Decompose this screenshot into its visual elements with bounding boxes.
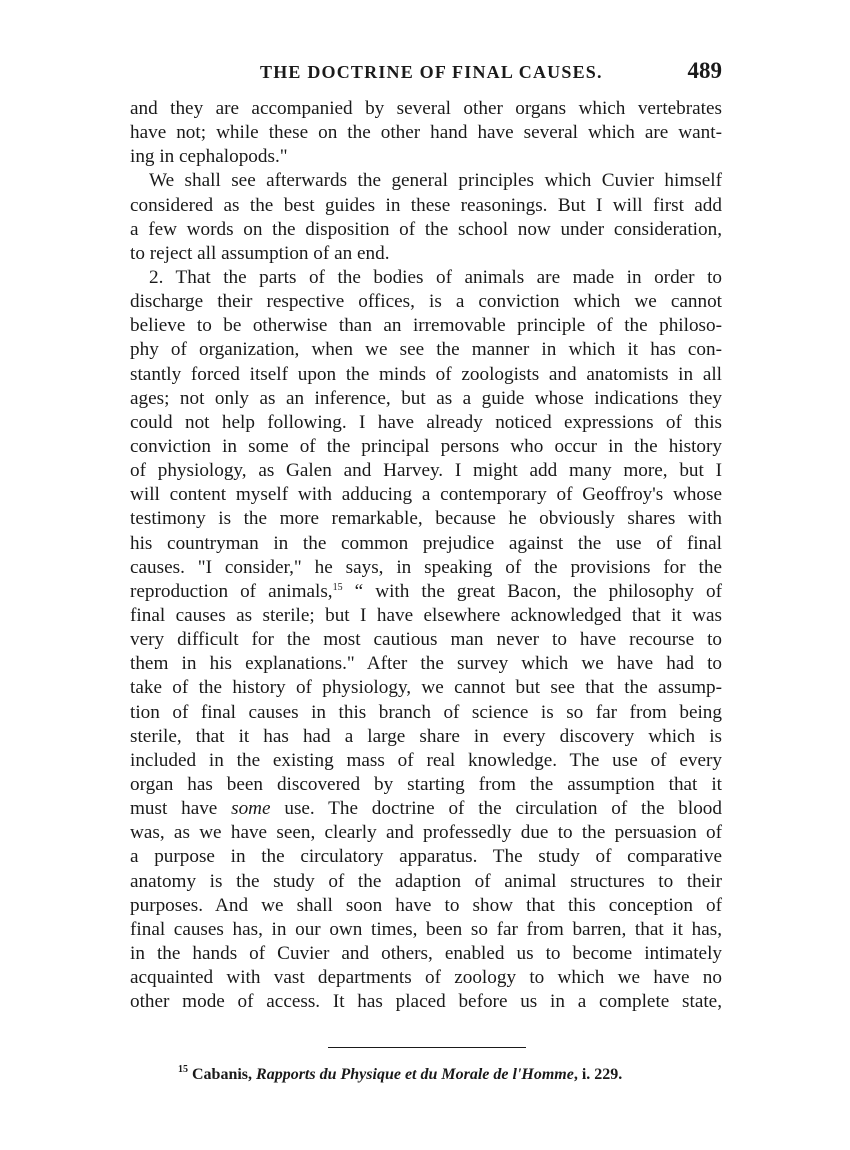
text-line: phy of organization, when we see the manner in which it has con- [130, 339, 722, 361]
text-line: tion of final causes in this branch of science is so far from being [130, 701, 722, 723]
text-line: and they are accompanied by several other organs which vertebrates [130, 98, 722, 119]
footnote-reference: 15 [332, 581, 343, 593]
text-line: will content myself with adducing a contemporary of Geoffroy's whose [130, 484, 722, 506]
body-text [130, 97, 722, 1014]
text-segment: “ with the great Bacon, the philosophy of [342, 580, 722, 602]
text-segment: must have [130, 798, 218, 820]
footnote-author: Cabanis, [188, 1066, 257, 1083]
text-line: testimony is the more remarkable, because he obviously shares with [130, 508, 722, 530]
text-line: ing in cephalopods." [130, 146, 288, 168]
text-line: organ has been discovered by starting from the assumption that it [130, 773, 722, 795]
text-line: causes. "I consider," he says, in speaking of the provisions for the [130, 556, 722, 578]
running-header [130, 60, 722, 90]
footnote-citation: , i. 229. [573, 1066, 623, 1083]
text-line: conviction in some of the principal persons who occur in the history [130, 435, 722, 457]
text-line: We shall see afterwards the general principles which Cuvier himself [149, 170, 722, 192]
text-line: discharge their respective offices, is a conviction which we cannot [130, 291, 722, 313]
footnote-title: Rapports du Physique et du Morale de l'Homme [256, 1066, 574, 1083]
text-line: a few words on the disposition of the school now under consideration, [130, 218, 722, 240]
text-line: a purpose in the circulatory apparatus. The study of comparative [130, 846, 722, 868]
text-line: was, as we have seen, clearly and professedly due to the persuasion of [130, 822, 722, 844]
footnote-divider [328, 1047, 526, 1048]
text-line: have not; while these on the other hand have several which are want- [130, 122, 722, 144]
text-line: sterile, that it has had a large share in every discovery which is [130, 725, 722, 747]
text-line-with-note-ref [130, 580, 722, 604]
text-line: believe to be otherwise than an irremovable principle of the philoso- [130, 315, 722, 337]
footnote-marker: 15 [178, 1064, 188, 1075]
text-line: stantly forced itself upon the minds of zoologists and anatomists in all [130, 363, 722, 385]
italic-word: some [231, 798, 271, 820]
text-line: very difficult for the most cautious man never to have recourse to [130, 629, 722, 651]
text-line: acquainted with vast departments of zoology to which we have no [130, 967, 722, 989]
text-line: his countryman in the common prejudice against the use of final [130, 532, 722, 554]
text-line: take of the history of physiology, we cannot but see that the assump- [130, 677, 722, 699]
text-line: 2. That the parts of the bodies of animals are made in order to [149, 266, 722, 288]
text-line-with-italic [130, 797, 722, 821]
text-segment: reproduction of animals, [130, 580, 333, 602]
text-line: purposes. And we shall soon have to show that this conception of [130, 894, 722, 916]
text-line: considered as the best guides in these reasonings. But I will first add [130, 194, 722, 216]
text-line: other mode of access. It has placed before us in a complete state, [130, 991, 722, 1013]
text-line: in the hands of Cuvier and others, enabled us to become intimately [130, 942, 722, 964]
text-line: of physiology, as Galen and Harvey. I might add many more, but I [130, 460, 722, 482]
text-line: anatomy is the study of the adaption of animal structures to their [130, 870, 722, 892]
text-line: final causes has, in our own times, been so far from barren, that it has, [130, 918, 722, 940]
footnote [178, 1066, 622, 1084]
text-line: included in the existing mass of real knowledge. The use of every [130, 749, 722, 771]
text-segment: use. The doctrine of the circulation of the blood [270, 798, 722, 820]
text-line: ages; not only as an inference, but as a guide whose indications they [130, 387, 722, 409]
text-line: final causes as sterile; but I have elsewhere acknowledged that it was [130, 604, 722, 626]
text-line: could not help following. I have already noticed expressions of this [130, 411, 722, 433]
text-line: them in his explanations." After the survey which we have had to [130, 653, 722, 675]
running-title: THE DOCTRINE OF FINAL CAUSES. [260, 62, 603, 82]
page-number: 489 [687, 58, 722, 83]
text-line: to reject all assumption of an end. [130, 242, 390, 264]
